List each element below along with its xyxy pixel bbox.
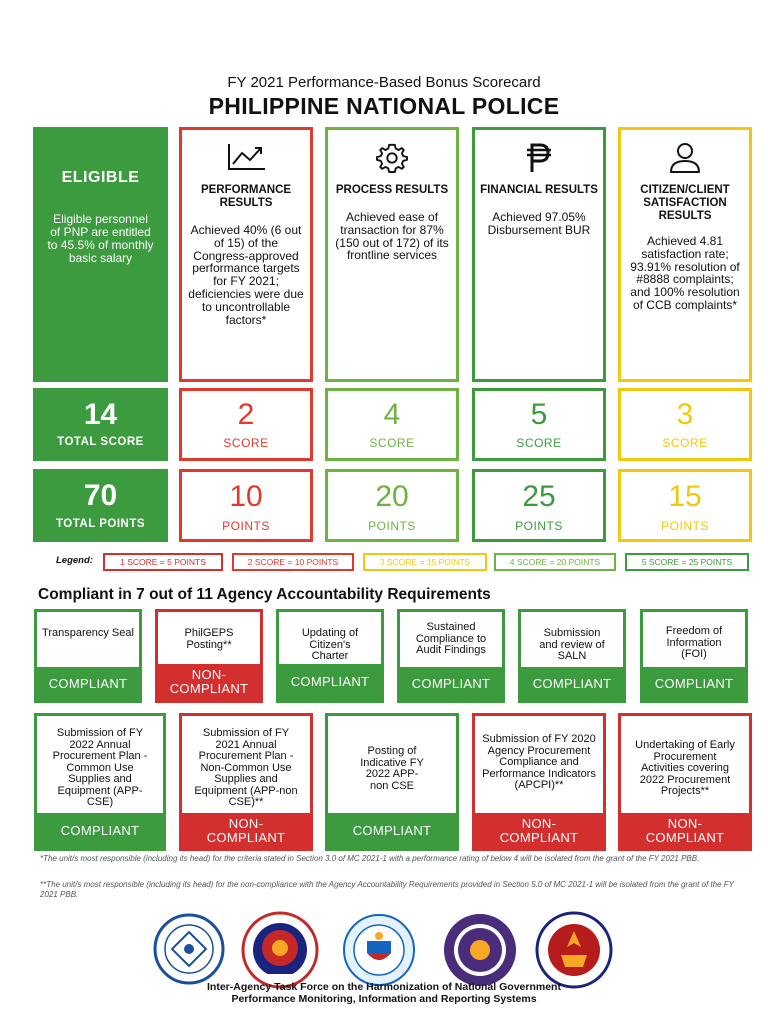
points-box-process — [325, 469, 459, 542]
dof-seal-icon — [440, 912, 520, 988]
requirement-status: COMPLIANT — [279, 664, 381, 700]
pms-seal-icon — [535, 911, 613, 989]
footnote-performance: *The unit/s most responsible (including its head) for the criteria stated in Section 3.0 of MC 2021-1 with a performance rating of below 4 will be isolated from the grant of the FY 2021 PBB. — [40, 854, 700, 863]
score-box-financial — [472, 388, 606, 461]
total-score-value: 14 — [83, 398, 118, 431]
footer-line-2: Performance Monitoring, Information and Reporting Systems — [231, 993, 537, 1005]
points-box-performance — [179, 469, 313, 542]
points-label: POINTS — [368, 519, 416, 533]
requirement-text: Updating of Citizen's Charter — [301, 627, 359, 662]
legend-item: 3 SCORE = 15 POINTS — [363, 553, 487, 571]
requirement-card — [640, 609, 748, 703]
requirement-text: Posting of Indicative FY 2022 APP-non CSE — [360, 745, 424, 792]
eligibility-description: Eligible personnel of PNP are entitled to 45.5% of monthly basic salary — [47, 212, 154, 265]
score-box-performance — [179, 388, 313, 461]
points-label: POINTS — [515, 519, 563, 533]
total-points-box — [33, 469, 168, 542]
score-value: 3 — [676, 398, 694, 431]
requirement-status: COMPLIANT — [400, 667, 502, 700]
requirement-card — [155, 609, 263, 703]
requirement-text: Submission of FY 2022 Annual Procurement Plan - Common Use Supplies and Equipment (APP-CSE) — [52, 727, 148, 808]
agency-title: PHILIPPINE NATIONAL POLICE — [208, 93, 560, 119]
requirement-text: Freedom of Information (FOI) — [665, 625, 723, 660]
score-label: SCORE — [369, 436, 415, 450]
category-title: PROCESS RESULTS — [335, 184, 449, 196]
score-value: 5 — [530, 398, 548, 431]
scorecard-subtitle: FY 2021 Performance-Based Bonus Scorecard — [227, 74, 541, 91]
category-card-process — [325, 127, 459, 382]
requirement-status: COMPLIANT — [521, 667, 623, 700]
footer-line-1: Inter-Agency Task Force on the Harmonization of National Government — [207, 981, 561, 993]
points-value: 25 — [522, 480, 556, 513]
requirement-status: COMPLIANT — [328, 813, 456, 848]
requirement-status: COMPLIANT — [37, 667, 139, 700]
points-label: POINTS — [661, 519, 709, 533]
requirement-card — [276, 609, 384, 703]
footnote-accountability: **The unit/s most responsible (including its head) for the non-compliance with the Agency Accountability Requirements provided in Section 5.0 of MC 2021-1 will be isolated from the grant of the FY 2021 PBB. — [40, 880, 734, 899]
eligibility-box — [33, 127, 168, 382]
requirement-status: COMPLIANT — [643, 667, 745, 700]
requirements-heading: Compliant in 7 out of 11 Agency Accountability Requirements — [38, 586, 491, 603]
gppb-seal-icon — [153, 913, 225, 985]
requirement-status: COMPLIANT — [37, 813, 163, 848]
category-description: Achieved ease of transaction for 87% (150 out of 172) of its frontline services — [335, 210, 449, 263]
legend-item: 1 SCORE = 5 POINTS — [103, 553, 223, 571]
points-box-financial — [472, 469, 606, 542]
points-value: 10 — [229, 480, 263, 513]
requirement-text: Submission of FY 2020 Agency Procurement Compliance and Performance Indicators (APCPI)** — [482, 733, 596, 791]
category-card-financial — [472, 127, 606, 382]
category-title: PERFORMANCE RESULTS — [200, 184, 292, 209]
legend-label: Legend: — [56, 555, 93, 566]
requirement-text: Undertaking of Early Procurement Activities covering 2022 Procurement Projects** — [635, 739, 735, 797]
op-seal-icon — [342, 913, 416, 987]
score-box-citizen — [618, 388, 752, 461]
total-points-value: 70 — [83, 479, 118, 512]
total-score-box — [33, 388, 168, 461]
legend-item: 5 SCORE = 25 POINTS — [625, 553, 749, 571]
requirement-card — [179, 713, 313, 851]
requirement-status: NON-COMPLIANT — [475, 813, 603, 848]
requirement-text: Submission of FY 2021 Annual Procurement Plan - Non-Common Use Supplies and Equipment (APP-non CSE)** — [194, 727, 298, 808]
requirement-text: Sustained Compliance to Audit Findings — [415, 621, 487, 656]
eligibility-status: ELIGIBLE — [61, 169, 140, 186]
requirement-card — [618, 713, 752, 851]
score-value: 4 — [383, 398, 401, 431]
category-card-citizen — [618, 127, 752, 382]
gear-icon — [328, 142, 456, 176]
score-value: 2 — [237, 398, 255, 431]
total-score-label: TOTAL SCORE — [57, 436, 144, 448]
requirement-card — [34, 713, 166, 851]
points-value: 20 — [375, 480, 409, 513]
requirement-status: NON-COMPLIANT — [158, 664, 260, 700]
points-label: POINTS — [222, 519, 270, 533]
score-label: SCORE — [223, 436, 269, 450]
legend-item: 2 SCORE = 10 POINTS — [232, 553, 354, 571]
requirement-card — [34, 609, 142, 703]
score-box-process — [325, 388, 459, 461]
line-chart-icon — [182, 142, 310, 176]
legend-item: 4 SCORE = 20 POINTS — [494, 553, 616, 571]
user-icon — [621, 142, 749, 176]
requirement-card — [472, 713, 606, 851]
points-value: 15 — [668, 480, 702, 513]
requirement-card — [518, 609, 626, 703]
requirement-card — [325, 713, 459, 851]
peso-icon — [475, 142, 603, 176]
total-points-label: TOTAL POINTS — [55, 518, 146, 530]
category-card-performance — [179, 127, 313, 382]
score-label: SCORE — [516, 436, 562, 450]
requirement-status: NON-COMPLIANT — [621, 813, 749, 848]
requirement-text: PhilGEPS Posting** — [184, 627, 234, 651]
requirement-status: NON-COMPLIANT — [182, 813, 310, 848]
category-description: Achieved 4.81 satisfaction rate; 93.91% resolution of #8888 complaints; and 100% resolution of CCB complaints* — [630, 234, 740, 312]
category-title: FINANCIAL RESULTS — [480, 184, 598, 196]
points-box-citizen — [618, 469, 752, 542]
requirement-text: Transparency Seal — [42, 627, 134, 639]
category-title: CITIZEN/CLIENT SATISFACTION RESULTS — [640, 184, 730, 222]
dbm-seal-icon — [241, 911, 319, 989]
category-description: Achieved 40% (6 out of 15) of the Congress-approved performance targets for FY 2021; deficiencies were due to uncontrollable factors* — [188, 223, 304, 327]
category-description: Achieved 97.05% Disbursement BUR — [487, 210, 591, 237]
score-label: SCORE — [662, 436, 708, 450]
requirement-text: Submission and review of SALN — [539, 627, 605, 662]
requirement-card — [397, 609, 505, 703]
